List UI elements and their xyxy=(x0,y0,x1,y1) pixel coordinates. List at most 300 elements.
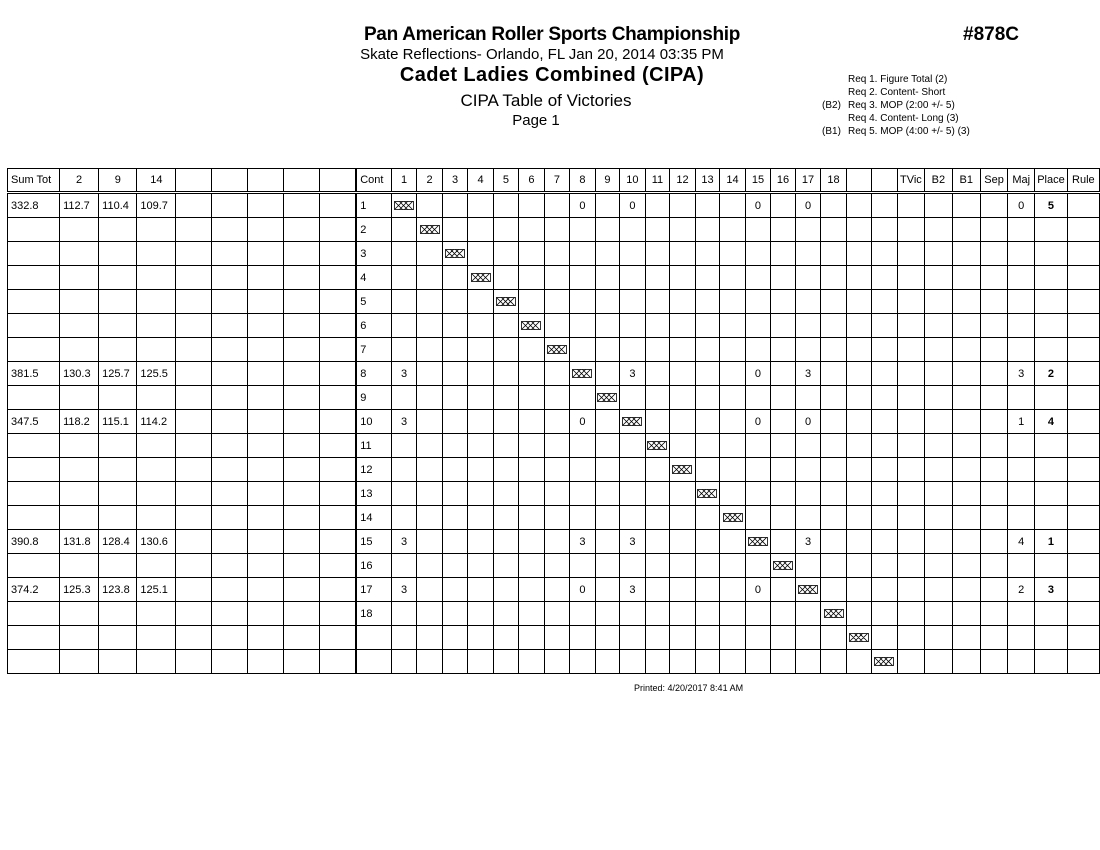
judge-score-cell xyxy=(211,458,247,482)
result-cell xyxy=(821,458,846,482)
result-cell xyxy=(745,650,770,674)
result-cell xyxy=(720,626,745,650)
judge-score-cell xyxy=(284,554,320,578)
result-cell xyxy=(821,314,846,338)
crosshatch-icon xyxy=(597,393,617,402)
result-cell xyxy=(570,266,595,290)
result-cell xyxy=(417,386,442,410)
venue-date: Skate Reflections- Orlando, FL Jan 20, 2014 03:35 PM xyxy=(360,46,724,63)
result-cell xyxy=(544,290,569,314)
place-cell: 2 xyxy=(1035,362,1068,386)
table-row xyxy=(8,266,1100,290)
result-cell xyxy=(846,193,871,218)
sum-total-cell xyxy=(8,290,60,314)
table-row xyxy=(8,602,1100,626)
result-cell xyxy=(846,338,871,362)
result-cell xyxy=(925,290,952,314)
crosshatch-icon xyxy=(849,633,869,642)
judge-score-cell xyxy=(60,626,99,650)
judge-score-cell xyxy=(284,266,320,290)
judge-score-cell xyxy=(176,362,211,386)
result-cell xyxy=(670,626,695,650)
result-cell xyxy=(1067,314,1099,338)
result-cell xyxy=(670,650,695,674)
table-row xyxy=(8,434,1100,458)
result-cell xyxy=(1008,602,1035,626)
result-cell xyxy=(519,266,544,290)
judge-score-cell xyxy=(248,602,284,626)
judge-score-cell xyxy=(248,218,284,242)
judge-score-cell xyxy=(137,314,176,338)
judge-score-cell xyxy=(176,266,211,290)
result-cell xyxy=(1008,338,1035,362)
result-cell xyxy=(980,530,1007,554)
column-header: Sep xyxy=(980,169,1007,193)
result-cell xyxy=(468,193,493,218)
judge-score-cell xyxy=(211,482,247,506)
crosshatch-icon xyxy=(496,297,516,306)
result-cell xyxy=(468,530,493,554)
result-cell xyxy=(821,218,846,242)
judge-score-cell: 112.7 xyxy=(60,193,99,218)
result-cell xyxy=(442,266,467,290)
result-cell xyxy=(771,410,796,434)
result-cell xyxy=(442,458,467,482)
result-cell xyxy=(695,266,720,290)
result-cell xyxy=(980,218,1007,242)
sum-total-cell xyxy=(8,242,60,266)
result-cell xyxy=(1067,578,1099,602)
result-cell xyxy=(872,554,897,578)
result-cell xyxy=(620,386,645,410)
result-cell xyxy=(821,242,846,266)
result-cell xyxy=(695,193,720,218)
result-cell xyxy=(570,650,595,674)
result-cell xyxy=(771,193,796,218)
result-cell xyxy=(821,386,846,410)
result-cell xyxy=(519,482,544,506)
result-cell xyxy=(980,506,1007,530)
result-cell xyxy=(468,218,493,242)
judge-score-cell xyxy=(60,434,99,458)
crosshatch-icon xyxy=(798,585,818,594)
result-cell xyxy=(468,458,493,482)
result-cell xyxy=(595,554,620,578)
sum-total-cell: 332.8 xyxy=(8,193,60,218)
result-cell xyxy=(795,242,820,266)
column-header: 9 xyxy=(595,169,620,193)
result-cell xyxy=(821,434,846,458)
result-cell xyxy=(952,434,980,458)
result-cell xyxy=(952,290,980,314)
result-cell xyxy=(519,578,544,602)
column-header: Rule xyxy=(1067,169,1099,193)
result-cell xyxy=(795,650,820,674)
result-cell xyxy=(745,554,770,578)
requirement-item xyxy=(815,112,970,125)
result-cell xyxy=(720,386,745,410)
result-cell xyxy=(670,602,695,626)
result-cell xyxy=(795,482,820,506)
place-cell xyxy=(1035,242,1068,266)
judge-score-cell xyxy=(211,650,247,674)
result-cell xyxy=(1008,434,1035,458)
result-cell xyxy=(925,626,952,650)
result-cell xyxy=(872,506,897,530)
result-cell xyxy=(620,650,645,674)
result-cell xyxy=(570,554,595,578)
judge-score-cell xyxy=(60,338,99,362)
column-header: 7 xyxy=(544,169,569,193)
judge-score-cell xyxy=(99,506,137,530)
result-cell xyxy=(980,650,1007,674)
result-cell: 3 xyxy=(570,530,595,554)
judge-score-cell xyxy=(320,410,356,434)
result-cell xyxy=(519,626,544,650)
self-comparison-cell xyxy=(695,482,720,506)
crosshatch-icon xyxy=(420,225,440,234)
result-cell xyxy=(519,362,544,386)
result-cell xyxy=(695,434,720,458)
result-cell xyxy=(595,458,620,482)
result-cell xyxy=(720,434,745,458)
result-cell xyxy=(1008,290,1035,314)
result-cell xyxy=(952,362,980,386)
result-cell xyxy=(417,554,442,578)
result-cell xyxy=(1067,482,1099,506)
result-cell xyxy=(745,482,770,506)
result-cell xyxy=(846,506,871,530)
result-cell xyxy=(519,242,544,266)
result-cell xyxy=(745,242,770,266)
result-cell xyxy=(595,482,620,506)
result-cell xyxy=(570,458,595,482)
result-cell xyxy=(897,218,924,242)
judge-score-cell xyxy=(211,290,247,314)
result-cell xyxy=(897,554,924,578)
crosshatch-icon xyxy=(773,561,793,570)
result-cell xyxy=(417,626,442,650)
result-cell: 3 xyxy=(795,362,820,386)
result-cell xyxy=(720,530,745,554)
result-cell xyxy=(980,314,1007,338)
result-cell xyxy=(620,434,645,458)
result-cell xyxy=(670,218,695,242)
result-cell xyxy=(645,602,670,626)
result-cell xyxy=(745,434,770,458)
judge-score-cell xyxy=(176,193,211,218)
result-cell: 2 xyxy=(1008,578,1035,602)
judge-score-cell xyxy=(99,266,137,290)
result-cell xyxy=(442,602,467,626)
result-cell xyxy=(468,626,493,650)
judge-score-cell xyxy=(320,242,356,266)
result-cell xyxy=(442,626,467,650)
column-header: B2 xyxy=(925,169,952,193)
result-cell xyxy=(795,458,820,482)
result-cell xyxy=(771,386,796,410)
judge-score-cell xyxy=(60,482,99,506)
judge-score-cell xyxy=(99,650,137,674)
result-cell xyxy=(821,554,846,578)
judge-score-cell xyxy=(248,193,284,218)
result-cell xyxy=(720,290,745,314)
result-cell xyxy=(1008,386,1035,410)
judge-score-cell xyxy=(248,554,284,578)
result-cell xyxy=(771,338,796,362)
result-cell xyxy=(1067,554,1099,578)
sum-total-cell: 390.8 xyxy=(8,530,60,554)
result-cell xyxy=(897,314,924,338)
result-cell xyxy=(391,338,416,362)
result-cell xyxy=(645,482,670,506)
sum-total-cell: 381.5 xyxy=(8,362,60,386)
result-cell xyxy=(417,482,442,506)
result-cell xyxy=(897,193,924,218)
self-comparison-cell xyxy=(745,530,770,554)
judge-score-cell xyxy=(320,218,356,242)
judge-score-cell xyxy=(211,266,247,290)
judge-score-cell xyxy=(60,314,99,338)
self-comparison-cell xyxy=(670,458,695,482)
result-cell xyxy=(595,314,620,338)
result-cell xyxy=(745,266,770,290)
result-cell xyxy=(391,458,416,482)
self-comparison-cell xyxy=(720,506,745,530)
column-header xyxy=(846,169,871,193)
result-cell xyxy=(897,290,924,314)
result-cell xyxy=(645,458,670,482)
result-cell xyxy=(695,314,720,338)
result-cell xyxy=(493,482,518,506)
result-cell xyxy=(925,602,952,626)
result-cell xyxy=(1067,434,1099,458)
result-cell xyxy=(925,314,952,338)
contestant-number-cell: 4 xyxy=(356,266,391,290)
result-cell xyxy=(595,626,620,650)
result-cell xyxy=(795,266,820,290)
result-cell xyxy=(980,410,1007,434)
result-cell xyxy=(493,386,518,410)
result-cell xyxy=(468,506,493,530)
result-cell xyxy=(468,362,493,386)
judge-score-cell xyxy=(60,458,99,482)
result-cell xyxy=(695,338,720,362)
judge-score-cell xyxy=(176,410,211,434)
result-cell xyxy=(570,314,595,338)
page-number: Page 1 xyxy=(512,112,560,129)
result-cell xyxy=(872,218,897,242)
result-cell xyxy=(468,314,493,338)
judge-score-cell xyxy=(176,578,211,602)
result-cell xyxy=(391,218,416,242)
result-cell xyxy=(771,434,796,458)
result-cell xyxy=(519,434,544,458)
sum-total-cell xyxy=(8,434,60,458)
result-cell xyxy=(493,578,518,602)
result-cell xyxy=(1008,218,1035,242)
result-cell xyxy=(952,314,980,338)
result-cell xyxy=(952,242,980,266)
sum-total-cell xyxy=(8,266,60,290)
judge-score-cell: 125.3 xyxy=(60,578,99,602)
result-cell xyxy=(925,362,952,386)
result-cell xyxy=(442,554,467,578)
column-header: 12 xyxy=(670,169,695,193)
result-cell xyxy=(645,193,670,218)
column-header: 2 xyxy=(60,169,99,193)
result-cell: 0 xyxy=(795,410,820,434)
judge-score-cell xyxy=(60,386,99,410)
judge-score-cell xyxy=(320,530,356,554)
judge-score-cell xyxy=(248,242,284,266)
result-cell xyxy=(872,410,897,434)
result-cell xyxy=(468,386,493,410)
result-cell xyxy=(468,338,493,362)
report-subtitle: CIPA Table of Victories xyxy=(460,91,632,110)
judge-score-cell xyxy=(137,386,176,410)
crosshatch-icon xyxy=(572,369,592,378)
result-cell xyxy=(645,242,670,266)
result-cell xyxy=(670,434,695,458)
judge-score-cell xyxy=(284,386,320,410)
result-cell xyxy=(872,578,897,602)
result-cell xyxy=(1067,290,1099,314)
result-cell xyxy=(1067,242,1099,266)
result-cell xyxy=(771,578,796,602)
result-cell: 3 xyxy=(391,362,416,386)
result-cell xyxy=(872,626,897,650)
judge-score-cell xyxy=(211,314,247,338)
result-cell xyxy=(442,338,467,362)
judge-score-cell xyxy=(176,506,211,530)
contestant-number-cell: 15 xyxy=(356,530,391,554)
result-cell xyxy=(391,290,416,314)
result-cell xyxy=(695,530,720,554)
crosshatch-icon xyxy=(748,537,768,546)
result-cell xyxy=(846,650,871,674)
judge-score-cell xyxy=(248,434,284,458)
result-cell xyxy=(493,362,518,386)
judge-score-cell xyxy=(211,530,247,554)
judge-score-cell xyxy=(284,410,320,434)
result-cell: 3 xyxy=(795,530,820,554)
result-cell xyxy=(771,482,796,506)
result-cell xyxy=(468,602,493,626)
result-cell xyxy=(745,386,770,410)
judge-score-cell xyxy=(248,362,284,386)
crosshatch-icon xyxy=(622,417,642,426)
requirement-text: Req 1. Figure Total (2) xyxy=(848,74,948,85)
judge-score-cell xyxy=(99,218,137,242)
result-cell xyxy=(1067,626,1099,650)
result-cell xyxy=(771,602,796,626)
table-row xyxy=(8,290,1100,314)
result-cell xyxy=(952,602,980,626)
result-cell: 0 xyxy=(745,410,770,434)
contestant-number-cell: 17 xyxy=(356,578,391,602)
result-cell xyxy=(391,386,416,410)
result-cell xyxy=(846,530,871,554)
result-cell xyxy=(417,650,442,674)
result-cell xyxy=(468,482,493,506)
result-cell xyxy=(846,410,871,434)
judge-score-cell xyxy=(284,482,320,506)
result-cell xyxy=(1067,650,1099,674)
table-row xyxy=(8,554,1100,578)
judge-score-cell xyxy=(284,530,320,554)
sum-total-cell xyxy=(8,386,60,410)
judge-score-cell xyxy=(248,530,284,554)
result-cell xyxy=(620,602,645,626)
result-cell xyxy=(925,530,952,554)
result-cell xyxy=(417,193,442,218)
requirement-text: Req 5. MOP (4:00 +/- 5) (3) xyxy=(848,126,970,137)
result-cell xyxy=(1008,650,1035,674)
judge-score-cell xyxy=(137,626,176,650)
crosshatch-icon xyxy=(672,465,692,474)
crosshatch-icon xyxy=(697,489,717,498)
result-cell xyxy=(570,290,595,314)
requirements-list xyxy=(815,73,970,138)
judge-score-cell xyxy=(176,650,211,674)
result-cell xyxy=(519,530,544,554)
judge-score-cell xyxy=(60,266,99,290)
table-row xyxy=(8,530,1100,554)
result-cell xyxy=(952,626,980,650)
result-cell xyxy=(391,266,416,290)
result-cell xyxy=(1008,482,1035,506)
judge-score-cell xyxy=(99,290,137,314)
result-cell xyxy=(846,362,871,386)
contestant-number-cell: 13 xyxy=(356,482,391,506)
result-cell xyxy=(620,338,645,362)
result-cell xyxy=(645,626,670,650)
judge-score-cell xyxy=(176,314,211,338)
result-cell xyxy=(493,530,518,554)
result-cell xyxy=(897,362,924,386)
result-cell xyxy=(980,386,1007,410)
result-cell xyxy=(391,314,416,338)
result-cell xyxy=(391,506,416,530)
judge-score-cell xyxy=(211,386,247,410)
result-cell xyxy=(897,530,924,554)
requirement-tag: (B2) xyxy=(822,100,841,111)
result-cell xyxy=(670,314,695,338)
self-comparison-cell xyxy=(391,193,416,218)
self-comparison-cell xyxy=(620,410,645,434)
judge-score-cell xyxy=(99,554,137,578)
result-cell xyxy=(846,554,871,578)
result-cell xyxy=(544,314,569,338)
sum-total-cell xyxy=(8,602,60,626)
result-cell xyxy=(493,338,518,362)
result-cell xyxy=(417,530,442,554)
crosshatch-icon xyxy=(445,249,465,258)
result-cell xyxy=(872,338,897,362)
result-cell xyxy=(595,530,620,554)
result-cell xyxy=(519,193,544,218)
table-row xyxy=(8,410,1100,434)
result-cell xyxy=(872,266,897,290)
result-cell xyxy=(570,482,595,506)
result-cell xyxy=(925,650,952,674)
result-cell xyxy=(670,290,695,314)
result-cell xyxy=(695,554,720,578)
judge-score-cell xyxy=(99,602,137,626)
judge-score-cell xyxy=(248,506,284,530)
result-cell xyxy=(745,458,770,482)
